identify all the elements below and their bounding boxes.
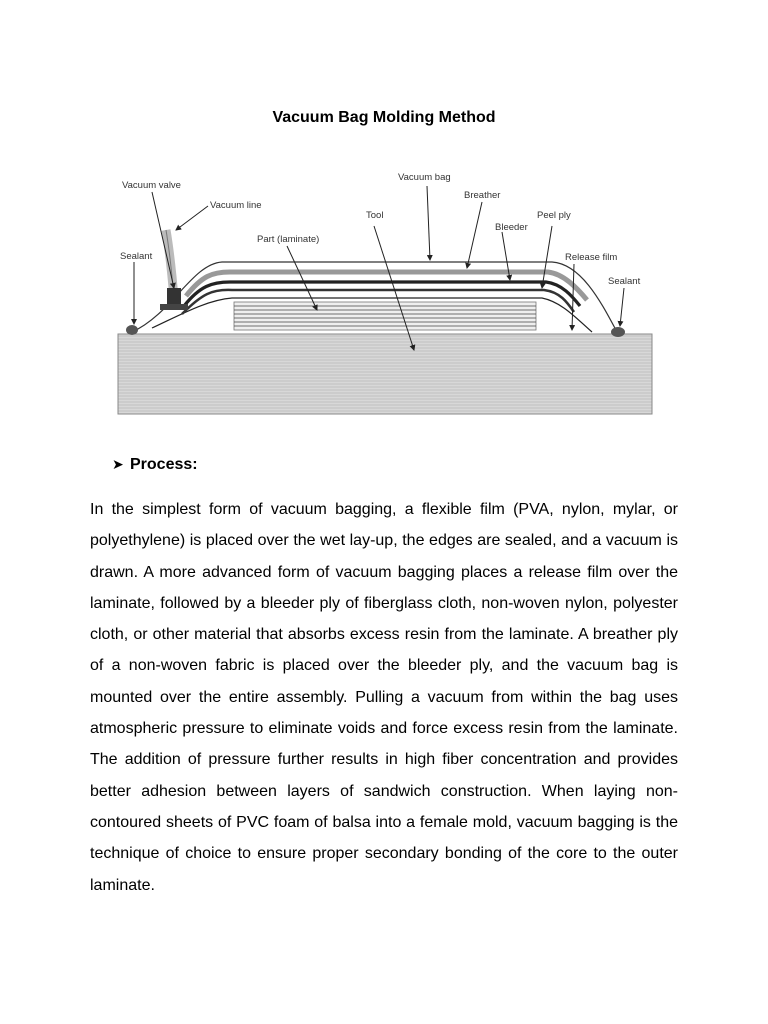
vacuum-bag-diagram (112, 164, 658, 426)
section-heading-label: Process: (130, 456, 198, 473)
label-release-film: Release film (565, 252, 618, 263)
sealant-left-blob (126, 325, 138, 335)
section-heading (112, 456, 198, 474)
label-peel-ply: Peel ply (537, 210, 571, 221)
label-tool: Tool (366, 210, 384, 221)
label-sealant-right: Sealant (608, 276, 641, 287)
process-paragraph: In the simplest form of vacuum bagging, a flexible film (PVA, nylon, mylar, or polyethylene) is placed over the wet lay-up, the edges are sealed, and a vacuum is drawn. A more advanced form of vacuum bagging places a release film over the laminate, followed by a bleeder ply of fiberglass cloth, non-woven nylon, polyester cloth, or other material that absorbs excess resin from the laminate. A breather ply of a non-woven fabric is placed over the bleeder ply, and the vacuum bag is mounted over the entire assembly. Pulling a vacuum from within the bag uses atmospheric pressure to eliminate voids and force excess resin from the laminate. The addition of pressure further results in high fiber concentration and provides better adhesion between layers of sandwich construction. When laying non-contoured sheets of PVC foam of balsa into a female mold, vacuum bagging is the technique of choice to ensure proper secondary bonding of the core to the outer laminate. (90, 501, 678, 894)
arrow-right-icon: ➤ (112, 456, 124, 472)
breather-layer (186, 272, 587, 300)
label-sealant-left: Sealant (120, 251, 153, 262)
label-vacuum-bag: Vacuum bag (398, 172, 451, 183)
tool-block (118, 334, 652, 414)
label-vacuum-valve: Vacuum valve (122, 180, 181, 191)
label-bleeder: Bleeder (495, 222, 528, 233)
sealant-right-blob (611, 327, 625, 337)
diagram-svg (112, 164, 658, 426)
part-laminate (234, 302, 536, 330)
label-part: Part (laminate) (257, 234, 320, 245)
label-breather: Breather (464, 190, 501, 201)
page-title: Vacuum Bag Molding Method (272, 109, 496, 126)
label-vacuum-line: Vacuum line (210, 200, 262, 211)
